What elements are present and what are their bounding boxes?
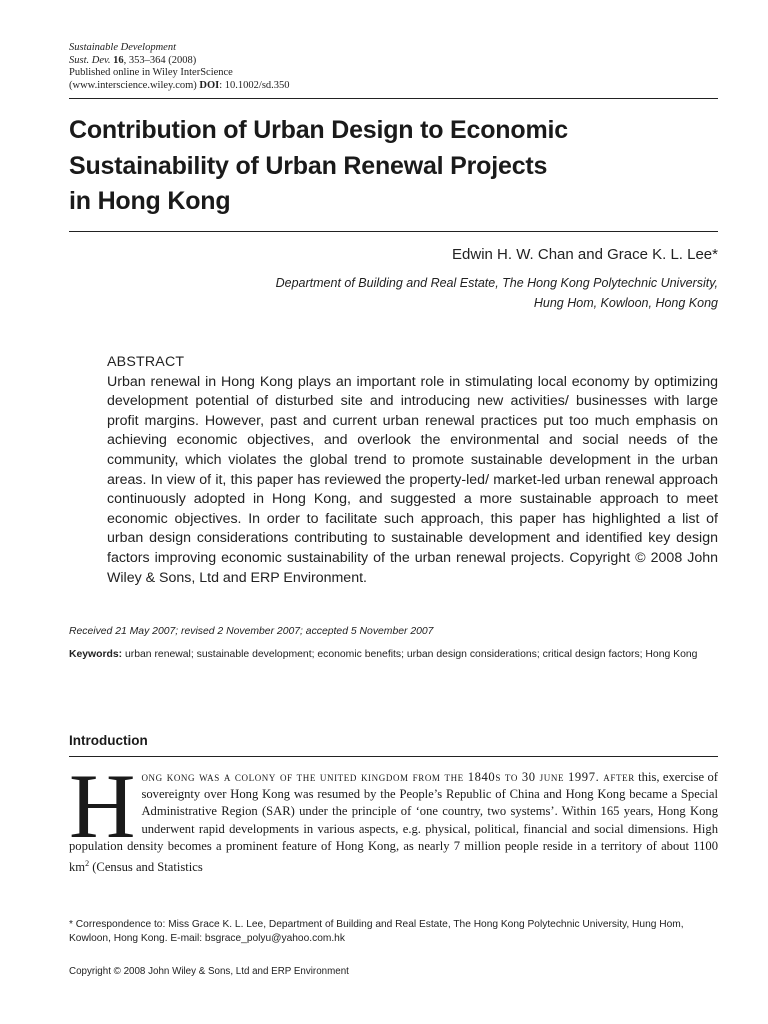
journal-site-link[interactable]: (www.interscience.wiley.com) xyxy=(69,79,197,91)
correspondence-footnote: * Correspondence to: Miss Grace K. L. Lee, Department of Building and Real Estate, The Hong Kong Polytechnic University, Hung Hom, Kowloon, Hong Kong. E-mail: bsgrace_polyu@yahoo.com.hk xyxy=(69,919,684,944)
title-rule xyxy=(69,231,718,232)
section-heading-introduction: Introduction xyxy=(69,733,148,748)
introduction-paragraph: Hong kong was a colony of the united kingdom from the 1840s to 30 june 1997. after this, exercise of sovereignty over Hong Kong was resumed by the People’s Republic of China and Hong Kong became a Special Administrative Region (SAR) under the principle of ‘one country, two systems’. Within 165 years, Hong Kong underwent rapid developments in various aspects, e.g. physical, political, financial and social dimensions. High population density becomes a prominent feature of Hong Kong, as nearly 7 million people reside in a territory of about 1100 $km^2$ (Census and Statistics xyxy=(69,755,718,875)
copyright-line: Copyright © 2008 John Wiley & Sons, Ltd and ERP Environment xyxy=(69,966,349,977)
received-dates: Received 21 May 2007; revised 2 November 2007; accepted 5 November 2007 xyxy=(69,626,434,637)
abstract xyxy=(107,353,718,588)
paper-page xyxy=(69,0,718,1024)
journal-header xyxy=(69,42,290,92)
keywords: Keywords: urban renewal; sustainable development; economic benefits; urban design considerations; critical design factors; Hong Kong xyxy=(69,649,698,660)
authors: Edwin H. W. Chan and Grace K. L. Lee* xyxy=(452,246,718,263)
paper-title: Contribution of Urban Design to Economic Sustainability of Urban Renewal Projects in Hong Kong xyxy=(69,116,568,215)
header-rule xyxy=(69,98,718,99)
abstract-text: Urban renewal in Hong Kong plays an important role in stimulating local economy by optimizing development potential of disturbed site and introducing new activities/ businesses with large profit margins. However, past and current urban renewal practices put too much emphasis on achieving economic objectives, and overlook the environmental and social needs of the community, which violates the global trend to promote sustainable development in the urban areas. In view of it, this paper has reviewed the property-led/ market-led urban renewal approach continuously adopted in Hong Kong, and suggested a more sustainable approach to meet economic objectives. In order to facilitate such approach, this paper has highlighted a list of urban design considerations contributing to sustainable development and identified key design factors improving economic sustainability of the urban renewal projects. Copyright © 2008 John Wiley & Sons, Ltd and ERP Environment. xyxy=(107,373,718,586)
section-rule xyxy=(69,756,718,757)
journal-citation: Sust. Dev. 16, 353–364 (2008) xyxy=(69,54,197,66)
abstract-heading: ABSTRACT xyxy=(107,354,185,370)
affiliation: Department of Building and Real Estate, The Hong Kong Polytechnic University, Hung Hom, Kowloon, Hong Kong xyxy=(275,276,718,310)
journal-name: Sustainable Development xyxy=(69,42,177,53)
journal-doi: (www.interscience.wiley.com) DOI: 10.1002/sd.350 xyxy=(69,79,290,91)
journal-published: Published online in Wiley InterScience xyxy=(69,67,233,79)
drop-cap: H xyxy=(69,755,136,857)
